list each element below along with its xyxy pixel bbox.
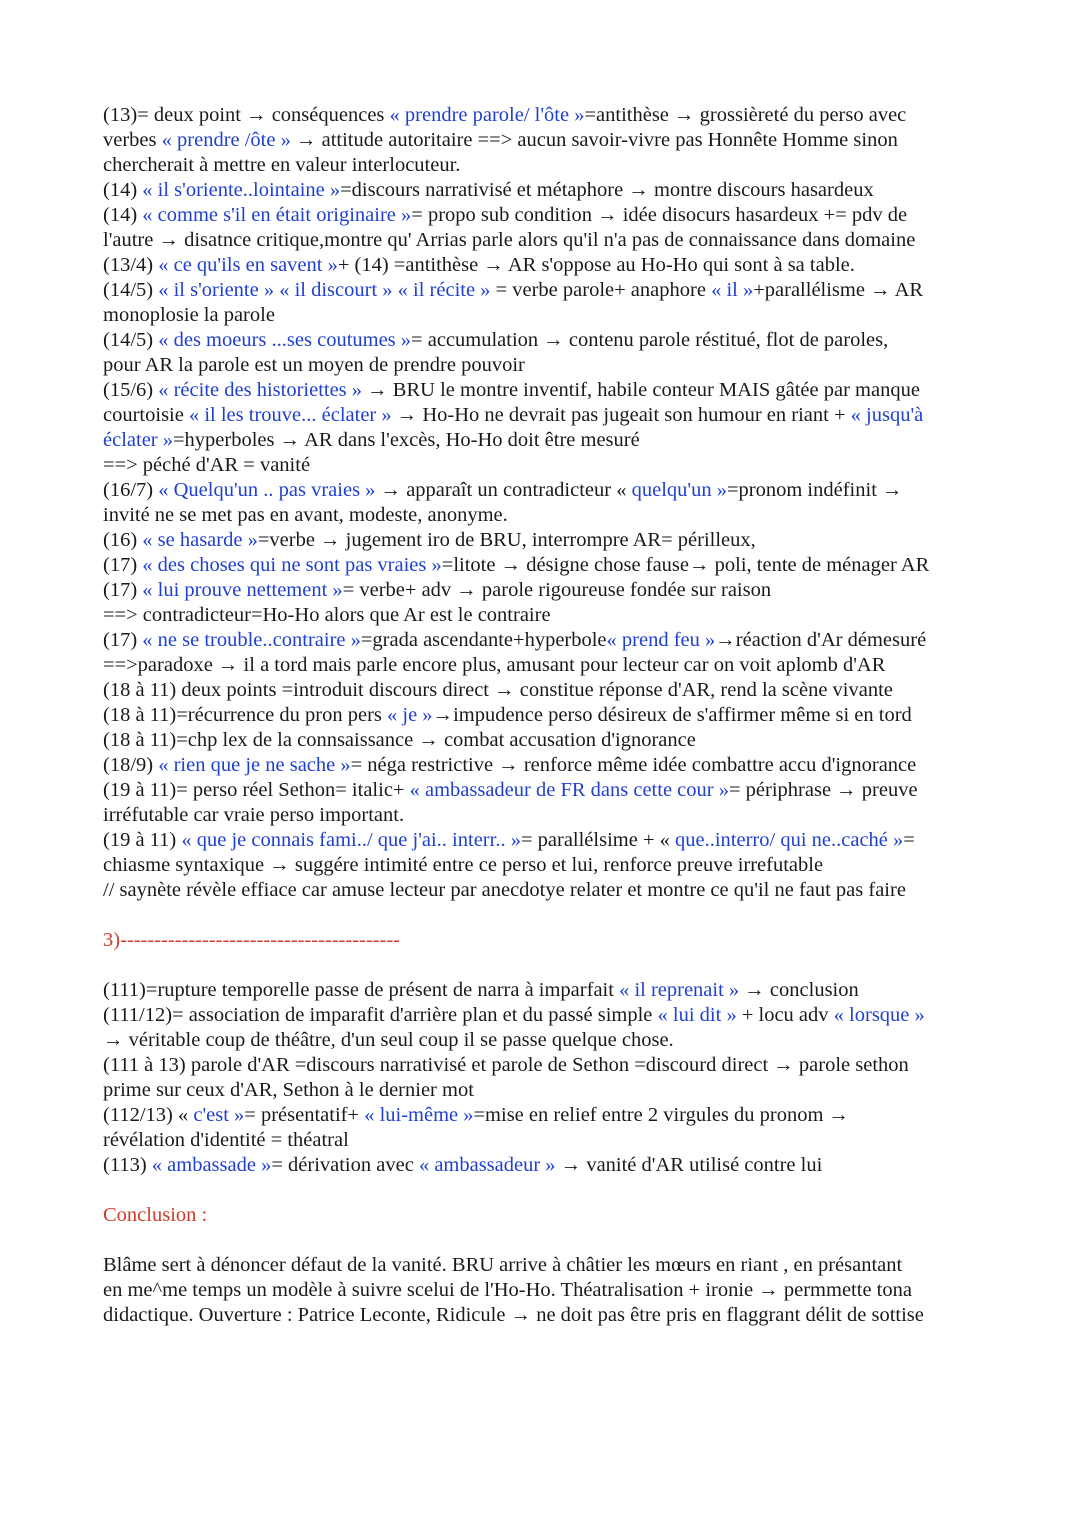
- quotation: « il s'oriente » « il discourt » « il récite »: [158, 279, 491, 301]
- text-line: [103, 1103, 1003, 1128]
- text-segment: +parallélisme → AR: [753, 279, 924, 301]
- text-segment: = verbe parole+ anaphore: [490, 279, 712, 301]
- quotation: « que je connais fami../ que j'ai.. interr.. »: [181, 829, 521, 851]
- text-segment: ==> contradicteur=Ho-Ho alors que Ar est le contraire: [103, 604, 551, 626]
- text-line: [103, 103, 1003, 128]
- text-segment: → vanité d'AR utilisé contre lui: [555, 1154, 823, 1176]
- text-line: [103, 803, 1003, 828]
- quotation: « ambassadeur de FR dans cette cour »: [409, 779, 729, 801]
- quotation: « prendre /ôte »: [161, 129, 291, 151]
- text-segment: (13)= deux point → conséquences: [103, 104, 390, 126]
- text-line: [103, 1128, 1003, 1153]
- quotation: « Quelqu'un .. pas vraies »: [158, 479, 376, 501]
- section-heading: 3)-----------------------------------------: [103, 929, 400, 951]
- text-line: [103, 628, 1003, 653]
- text-line: [103, 228, 1003, 253]
- text-line: [103, 403, 1003, 428]
- text-segment: ==> péché d'AR = vanité: [103, 454, 311, 476]
- quotation: « lui prouve nettement »: [142, 579, 343, 601]
- quotation: « des choses qui ne sont pas vraies »: [142, 554, 442, 576]
- quotation: « il s'oriente..lointaine »: [142, 179, 341, 201]
- text-line: [103, 1253, 1003, 1278]
- text-segment: (16): [103, 529, 143, 551]
- text-line: [103, 378, 1003, 403]
- text-line: [103, 728, 1003, 753]
- text-line: [103, 453, 1003, 478]
- text-segment: (18/9): [103, 754, 159, 776]
- text-segment: chiasme syntaxique → suggére intimité entre ce perso et lui, renforce preuve irrefutable: [103, 854, 824, 876]
- text-segment: + (14) =antithèse → AR s'oppose au Ho-Ho qui sont à sa table.: [337, 254, 855, 276]
- quotation: « prendre parole/ l'ôte »: [389, 104, 585, 126]
- text-line: [103, 1203, 1003, 1228]
- text-line: [103, 878, 1003, 903]
- quotation: « jusqu'à: [850, 404, 924, 426]
- text-segment: courtoisie: [103, 404, 189, 426]
- quotation: « ambassade »: [151, 1154, 272, 1176]
- text-segment: verbes: [103, 129, 162, 151]
- text-line: [103, 853, 1003, 878]
- text-line: [103, 153, 1003, 178]
- text-segment: (18 à 11)=chp lex de la connsaissance → combat accusation d'ignorance: [103, 729, 696, 751]
- text-segment: (14/5): [103, 279, 159, 301]
- text-segment: (111)=rupture temporelle passe de présent de narra à imparfait: [103, 979, 620, 1001]
- text-segment: = parallélsime + «: [520, 829, 676, 851]
- text-line: [103, 503, 1003, 528]
- text-line: [103, 1153, 1003, 1178]
- quotation: quelqu'un »: [631, 479, 727, 501]
- document-page: [103, 103, 1003, 1328]
- text-segment: =hyperboles → AR dans l'excès, Ho-Ho doit être mesuré: [173, 429, 640, 451]
- text-segment: // saynète révèle effiace car amuse lecteur par anecdotye relater et montre ce qu'il ne faut pas faire: [103, 879, 906, 901]
- text-line: [103, 478, 1003, 503]
- text-line: [103, 1228, 1003, 1253]
- text-segment: =antithèse → grossièreté du perso avec: [584, 104, 907, 126]
- text-line: [103, 553, 1003, 578]
- text-segment: = accumulation → contenu parole réstitué, flot de paroles,: [411, 329, 889, 351]
- text-segment: (19 à 11): [103, 829, 182, 851]
- text-segment: + locu adv: [736, 1004, 834, 1026]
- text-segment: (18 à 11)=récurrence du pron pers: [103, 704, 388, 726]
- text-segment: = néga restrictive → renforce même idée combattre accu d'ignorance: [350, 754, 917, 776]
- text-segment: =verbe → jugement iro de BRU, interrompre AR= périlleux,: [257, 529, 756, 551]
- text-line: [103, 1078, 1003, 1103]
- text-line: [103, 1053, 1003, 1078]
- quotation: c'est »: [193, 1104, 245, 1126]
- quotation: « rien que je ne sache »: [158, 754, 351, 776]
- text-line: [103, 603, 1003, 628]
- text-segment: prime sur ceux d'AR, Sethon à le dernier mot: [103, 1079, 474, 1101]
- quotation: « je »: [387, 704, 433, 726]
- text-segment: → attitude autoritaire ==> aucun savoir-vivre pas Honnête Homme sinon: [290, 129, 898, 151]
- text-line: [103, 953, 1003, 978]
- text-segment: en me^me temps un modèle à suivre scelui de l'Ho-Ho. Théatralisation + ironie → permmette tona: [103, 1279, 912, 1301]
- text-segment: (112/13) «: [103, 1104, 194, 1126]
- text-segment: Blâme sert à dénoncer défaut de la vanité. BRU arrive à châtier les mœurs en riant , en présantant: [103, 1254, 903, 1276]
- text-segment: = périphrase → preuve: [728, 779, 918, 801]
- text-segment: → BRU le montre inventif, habile conteur MAIS gâtée par manque: [362, 379, 920, 401]
- text-line: [103, 528, 1003, 553]
- text-line: [103, 828, 1003, 853]
- quotation: éclater »: [103, 429, 173, 451]
- text-segment: didactique. Ouverture : Patrice Leconte, Ridicule → ne doit pas être pris en flaggrant délit de sottise: [103, 1304, 924, 1326]
- quotation: « des moeurs ...ses coutumes »: [158, 329, 412, 351]
- quotation: que..interro/ qui ne..caché »: [675, 829, 904, 851]
- text-segment: (18 à 11) deux points =introduit discours direct → constitue réponse d'AR, rend la scène vivante: [103, 679, 893, 701]
- text-segment: → Ho-Ho ne devrait pas jugeait son humour en riant +: [391, 404, 851, 426]
- text-segment: (14/5): [103, 329, 159, 351]
- text-line: [103, 578, 1003, 603]
- quotation: « se hasarde »: [142, 529, 258, 551]
- text-line: [103, 778, 1003, 803]
- text-segment: irréfutable car vraie perso important.: [103, 804, 405, 826]
- text-segment: = présentatif+: [244, 1104, 365, 1126]
- quotation: « ambassadeur »: [418, 1154, 556, 1176]
- text-segment: invité ne se met pas en avant, modeste, anonyme.: [103, 504, 508, 526]
- text-segment: monoplosie la parole: [103, 304, 275, 326]
- text-segment: =: [903, 829, 915, 851]
- text-line: [103, 903, 1003, 928]
- text-segment: = propo sub condition → idée disocurs hasardeux += pdv de: [411, 204, 908, 226]
- text-segment: (113): [103, 1154, 152, 1176]
- text-line: [103, 353, 1003, 378]
- text-line: [103, 1178, 1003, 1203]
- text-segment: (17): [103, 579, 143, 601]
- text-segment: → conclusion: [739, 979, 859, 1001]
- quotation: « il »: [711, 279, 754, 301]
- text-line: [103, 928, 1003, 953]
- text-segment: = dérivation avec: [271, 1154, 419, 1176]
- text-segment: → véritable coup de théâtre, d'un seul coup il se passe quelque chose.: [103, 1029, 674, 1051]
- text-segment: ==>paradoxe → il a tord mais parle encore plus, amusant pour lecteur car on voit aplomb d'AR: [103, 654, 886, 676]
- text-line: [103, 178, 1003, 203]
- text-segment: =litote → désigne chose fause→ poli, tente de ménager AR: [441, 554, 930, 576]
- text-segment: (13/4): [103, 254, 159, 276]
- text-line: [103, 303, 1003, 328]
- text-segment: =discours narrativisé et métaphore → montre discours hasardeux: [340, 179, 874, 201]
- text-segment: chercherait à mettre en valeur interlocuteur.: [103, 154, 461, 176]
- quotation: « ne se trouble..contraire »: [142, 629, 361, 651]
- text-segment: =pronom indéfinit →: [726, 479, 903, 501]
- text-line: [103, 1278, 1003, 1303]
- text-segment: (14): [103, 179, 143, 201]
- text-line: [103, 253, 1003, 278]
- quotation: « prend feu »: [606, 629, 716, 651]
- text-segment: (19 à 11)= perso réel Sethon= italic+: [103, 779, 410, 801]
- quotation: « lorsque »: [833, 1004, 925, 1026]
- text-line: [103, 128, 1003, 153]
- text-segment: (17): [103, 554, 143, 576]
- text-segment: (111/12)= association de imparafit d'arrière plan et du passé simple: [103, 1004, 658, 1026]
- quotation: « il les trouve... éclater »: [188, 404, 392, 426]
- text-segment: =grada ascendante+hyperbole: [360, 629, 607, 651]
- quotation: « comme s'il en était originaire »: [142, 204, 412, 226]
- text-line: [103, 978, 1003, 1003]
- text-line: [103, 653, 1003, 678]
- text-line: [103, 1028, 1003, 1053]
- text-line: [103, 203, 1003, 228]
- text-segment: → apparaît un contradicteur «: [375, 479, 632, 501]
- quotation: « récite des historiettes »: [158, 379, 363, 401]
- text-segment: (111 à 13) parole d'AR =discours narrativisé et parole de Sethon =discourd direct → parole sethon: [103, 1054, 909, 1076]
- text-line: [103, 703, 1003, 728]
- text-segment: = verbe+ adv → parole rigoureuse fondée sur raison: [342, 579, 772, 601]
- text-segment: =mise en relief entre 2 virgules du pronom →: [473, 1104, 850, 1126]
- text-line: [103, 328, 1003, 353]
- text-segment: révélation d'identité = théatral: [103, 1129, 349, 1151]
- quotation: « lui-même »: [364, 1104, 474, 1126]
- text-line: [103, 678, 1003, 703]
- text-line: [103, 1003, 1003, 1028]
- text-line: [103, 278, 1003, 303]
- text-segment: (15/6): [103, 379, 159, 401]
- quotation: « lui dit »: [657, 1004, 737, 1026]
- section-heading: Conclusion :: [103, 1204, 208, 1226]
- text-line: [103, 1303, 1003, 1328]
- quotation: « ce qu'ils en savent »: [158, 254, 338, 276]
- text-segment: (17): [103, 629, 143, 651]
- quotation: « il reprenait »: [619, 979, 740, 1001]
- text-segment: pour AR la parole est un moyen de prendre pouvoir: [103, 354, 525, 376]
- text-segment: (16/7): [103, 479, 159, 501]
- text-segment: →impudence perso désireux de s'affirmer même si en tord: [432, 704, 912, 726]
- text-line: [103, 428, 1003, 453]
- text-segment: l'autre → disatnce critique,montre qu' Arrias parle alors qu'il n'a pas de connaissance dans domaine: [103, 229, 916, 251]
- text-line: [103, 753, 1003, 778]
- text-segment: →réaction d'Ar démesuré: [715, 629, 927, 651]
- text-segment: (14): [103, 204, 143, 226]
